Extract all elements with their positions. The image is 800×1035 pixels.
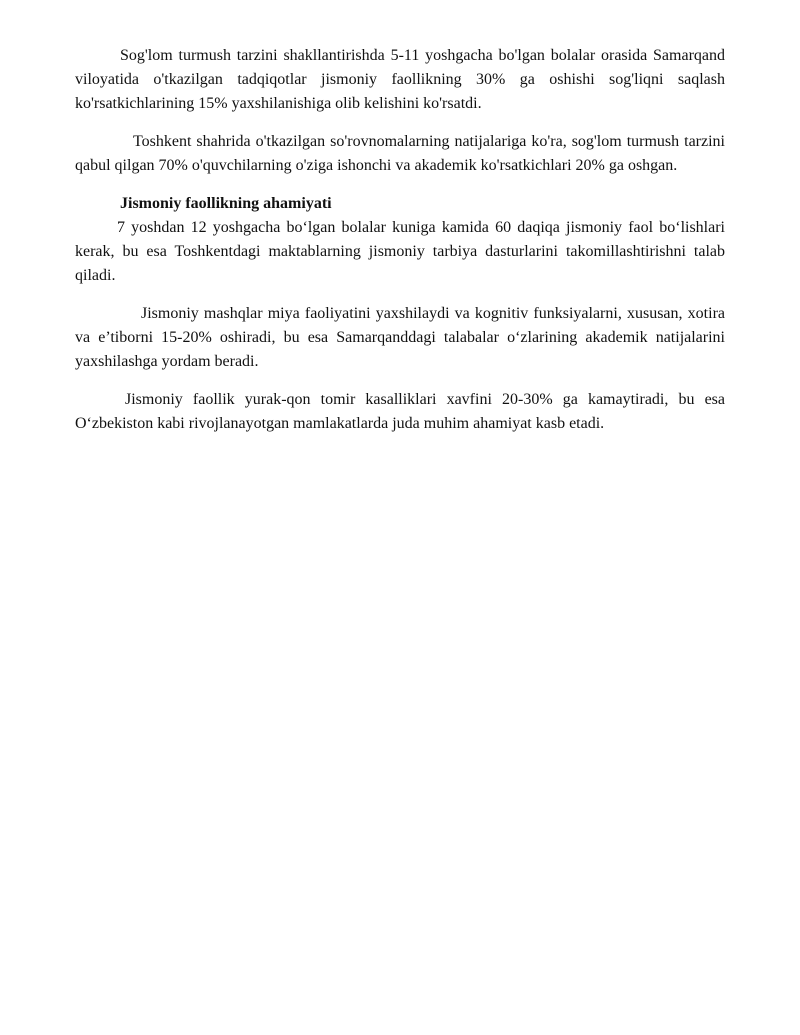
document-page	[75, 44, 725, 436]
paragraph-brain-function: Jismoniy mashqlar miya faoliyatini yaxshilaydi va kognitiv funksiyalarni, xususan, xotira va e’tiborni 15-20% oshiradi, bu esa Samarqanddagi talabalar o‘zlarining akademik natijalarini yaxshilashga yordam beradi.	[75, 305, 725, 370]
paragraph-samarqand-study: Sog'lom turmush tarzini shakllantirishda 5-11 yoshgacha bo'lgan bolalar orasida Samarqand viloyatida o'tkazilgan tadqiqotlar jismoniy faollikning 30% ga oshishi sog'liqni saqlash ko'rsatkichlarining 15% yaxshilanishiga olib kelishini ko'rsatdi.	[75, 47, 725, 112]
paragraph-cardiovascular: Jismoniy faollik yurak-qon tomir kasalliklari xavfini 20-30% ga kamaytiradi, bu esa O‘zbekiston kabi rivojlanayotgan mamlakatlarda juda muhim ahamiyat kasb etadi.	[75, 391, 725, 432]
paragraph-daily-activity: 7 yoshdan 12 yoshgacha bo‘lgan bolalar kuniga kamida 60 daqiqa jismoniy faol bo‘lishlari kerak, bu esa Toshkentdagi maktablarning jismoniy tarbiya dasturlarini takomillashtirishni talab qiladi.	[75, 219, 725, 284]
section-heading: Jismoniy faollikning ahamiyati	[120, 195, 332, 212]
paragraph-toshkent-survey: Toshkent shahrida o'tkazilgan so'rovnomalarning natijalariga ko'ra, sog'lom turmush tarzini qabul qilgan 70% o'quvchilarning o'ziga ishonchi va akademik ko'rsatkichlari 20% ga oshgan.	[75, 133, 725, 174]
